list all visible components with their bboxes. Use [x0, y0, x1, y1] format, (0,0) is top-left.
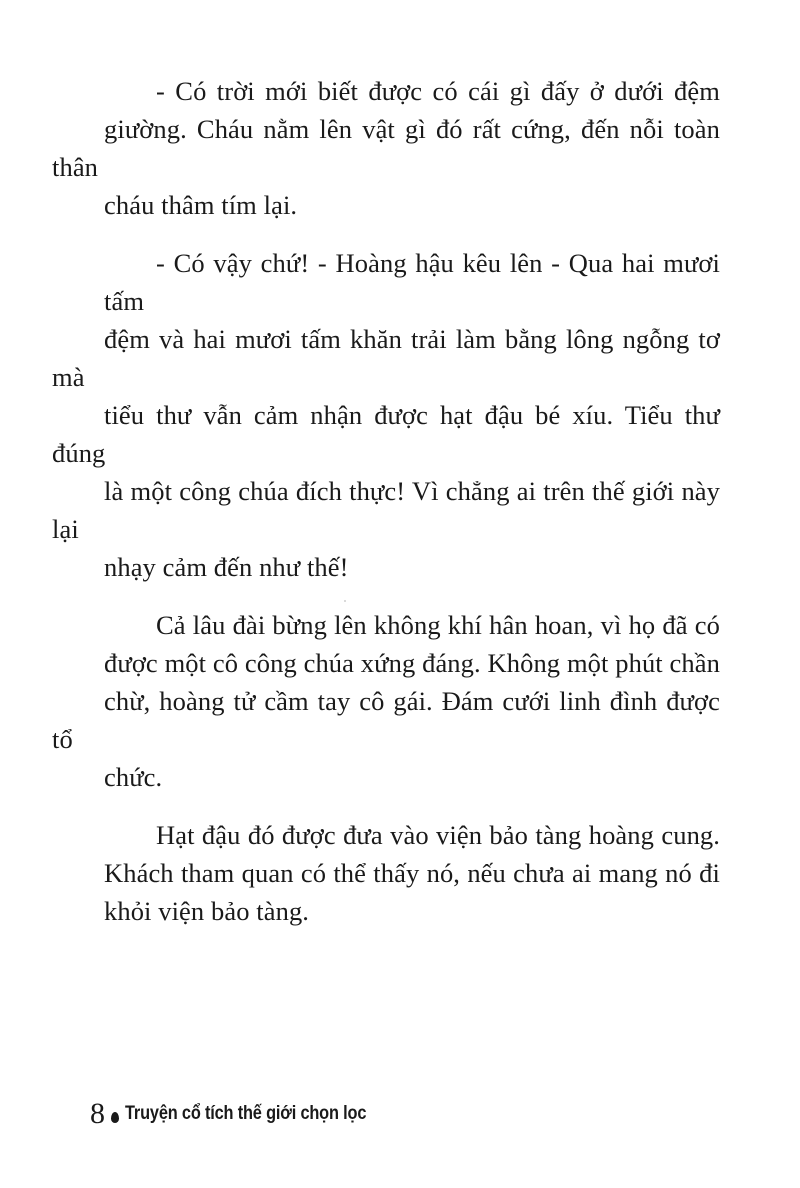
paragraph-line: nhạy cảm đến như thế!: [104, 552, 349, 582]
paragraph-4: [104, 816, 720, 930]
book-title: Truyện cổ tích thế giới chọn lọc: [125, 1103, 367, 1124]
paragraph-2: [52, 244, 720, 586]
bullet-icon: [111, 1112, 119, 1123]
paragraph-line: chức.: [104, 762, 163, 792]
paragraph-3: [52, 606, 720, 796]
paragraph-line: đệm và hai mươi tấm khăn trải làm bằng lông ngỗng tơ mà: [52, 324, 720, 392]
paragraph-line: cháu thâm tím lại.: [104, 190, 298, 220]
paragraph-line: Cả lâu đài bừng lên không khí hân hoan, vì họ đã có: [156, 610, 720, 640]
paragraph-line: tiểu thư vẫn cảm nhận được hạt đậu bé xíu. Tiểu thư đúng: [52, 400, 720, 468]
paragraph-line: giường. Cháu nằm lên vật gì đó rất cứng, đến nỗi toàn thân: [52, 114, 720, 182]
paragraph-line: Khách tham quan có thể thấy nó, nếu chưa ai mang nó đi: [104, 858, 720, 888]
paragraph-line: được một cô công chúa xứng đáng. Không một phút chần: [104, 648, 720, 678]
paragraph-line: chừ, hoàng tử cầm tay cô gái. Đám cưới linh đình được tổ: [52, 686, 720, 754]
paragraph-line: là một công chúa đích thực! Vì chẳng ai trên thế giới này lại: [52, 476, 720, 544]
paragraph-1: [52, 72, 720, 224]
paragraph-line: - Có trời mới biết được có cái gì đấy ở dưới đệm: [156, 76, 720, 106]
page-number: 8: [90, 1097, 105, 1130]
paper-speck: [344, 600, 346, 602]
page-body: [52, 72, 720, 950]
paragraph-line: khỏi viện bảo tàng.: [104, 896, 310, 926]
paragraph-line: - Có vậy chứ! - Hoàng hậu kêu lên - Qua hai mươi tấm: [104, 248, 720, 316]
page-footer: [90, 1094, 406, 1134]
paragraph-line: Hạt đậu đó được đưa vào viện bảo tàng hoàng cung.: [156, 820, 720, 850]
